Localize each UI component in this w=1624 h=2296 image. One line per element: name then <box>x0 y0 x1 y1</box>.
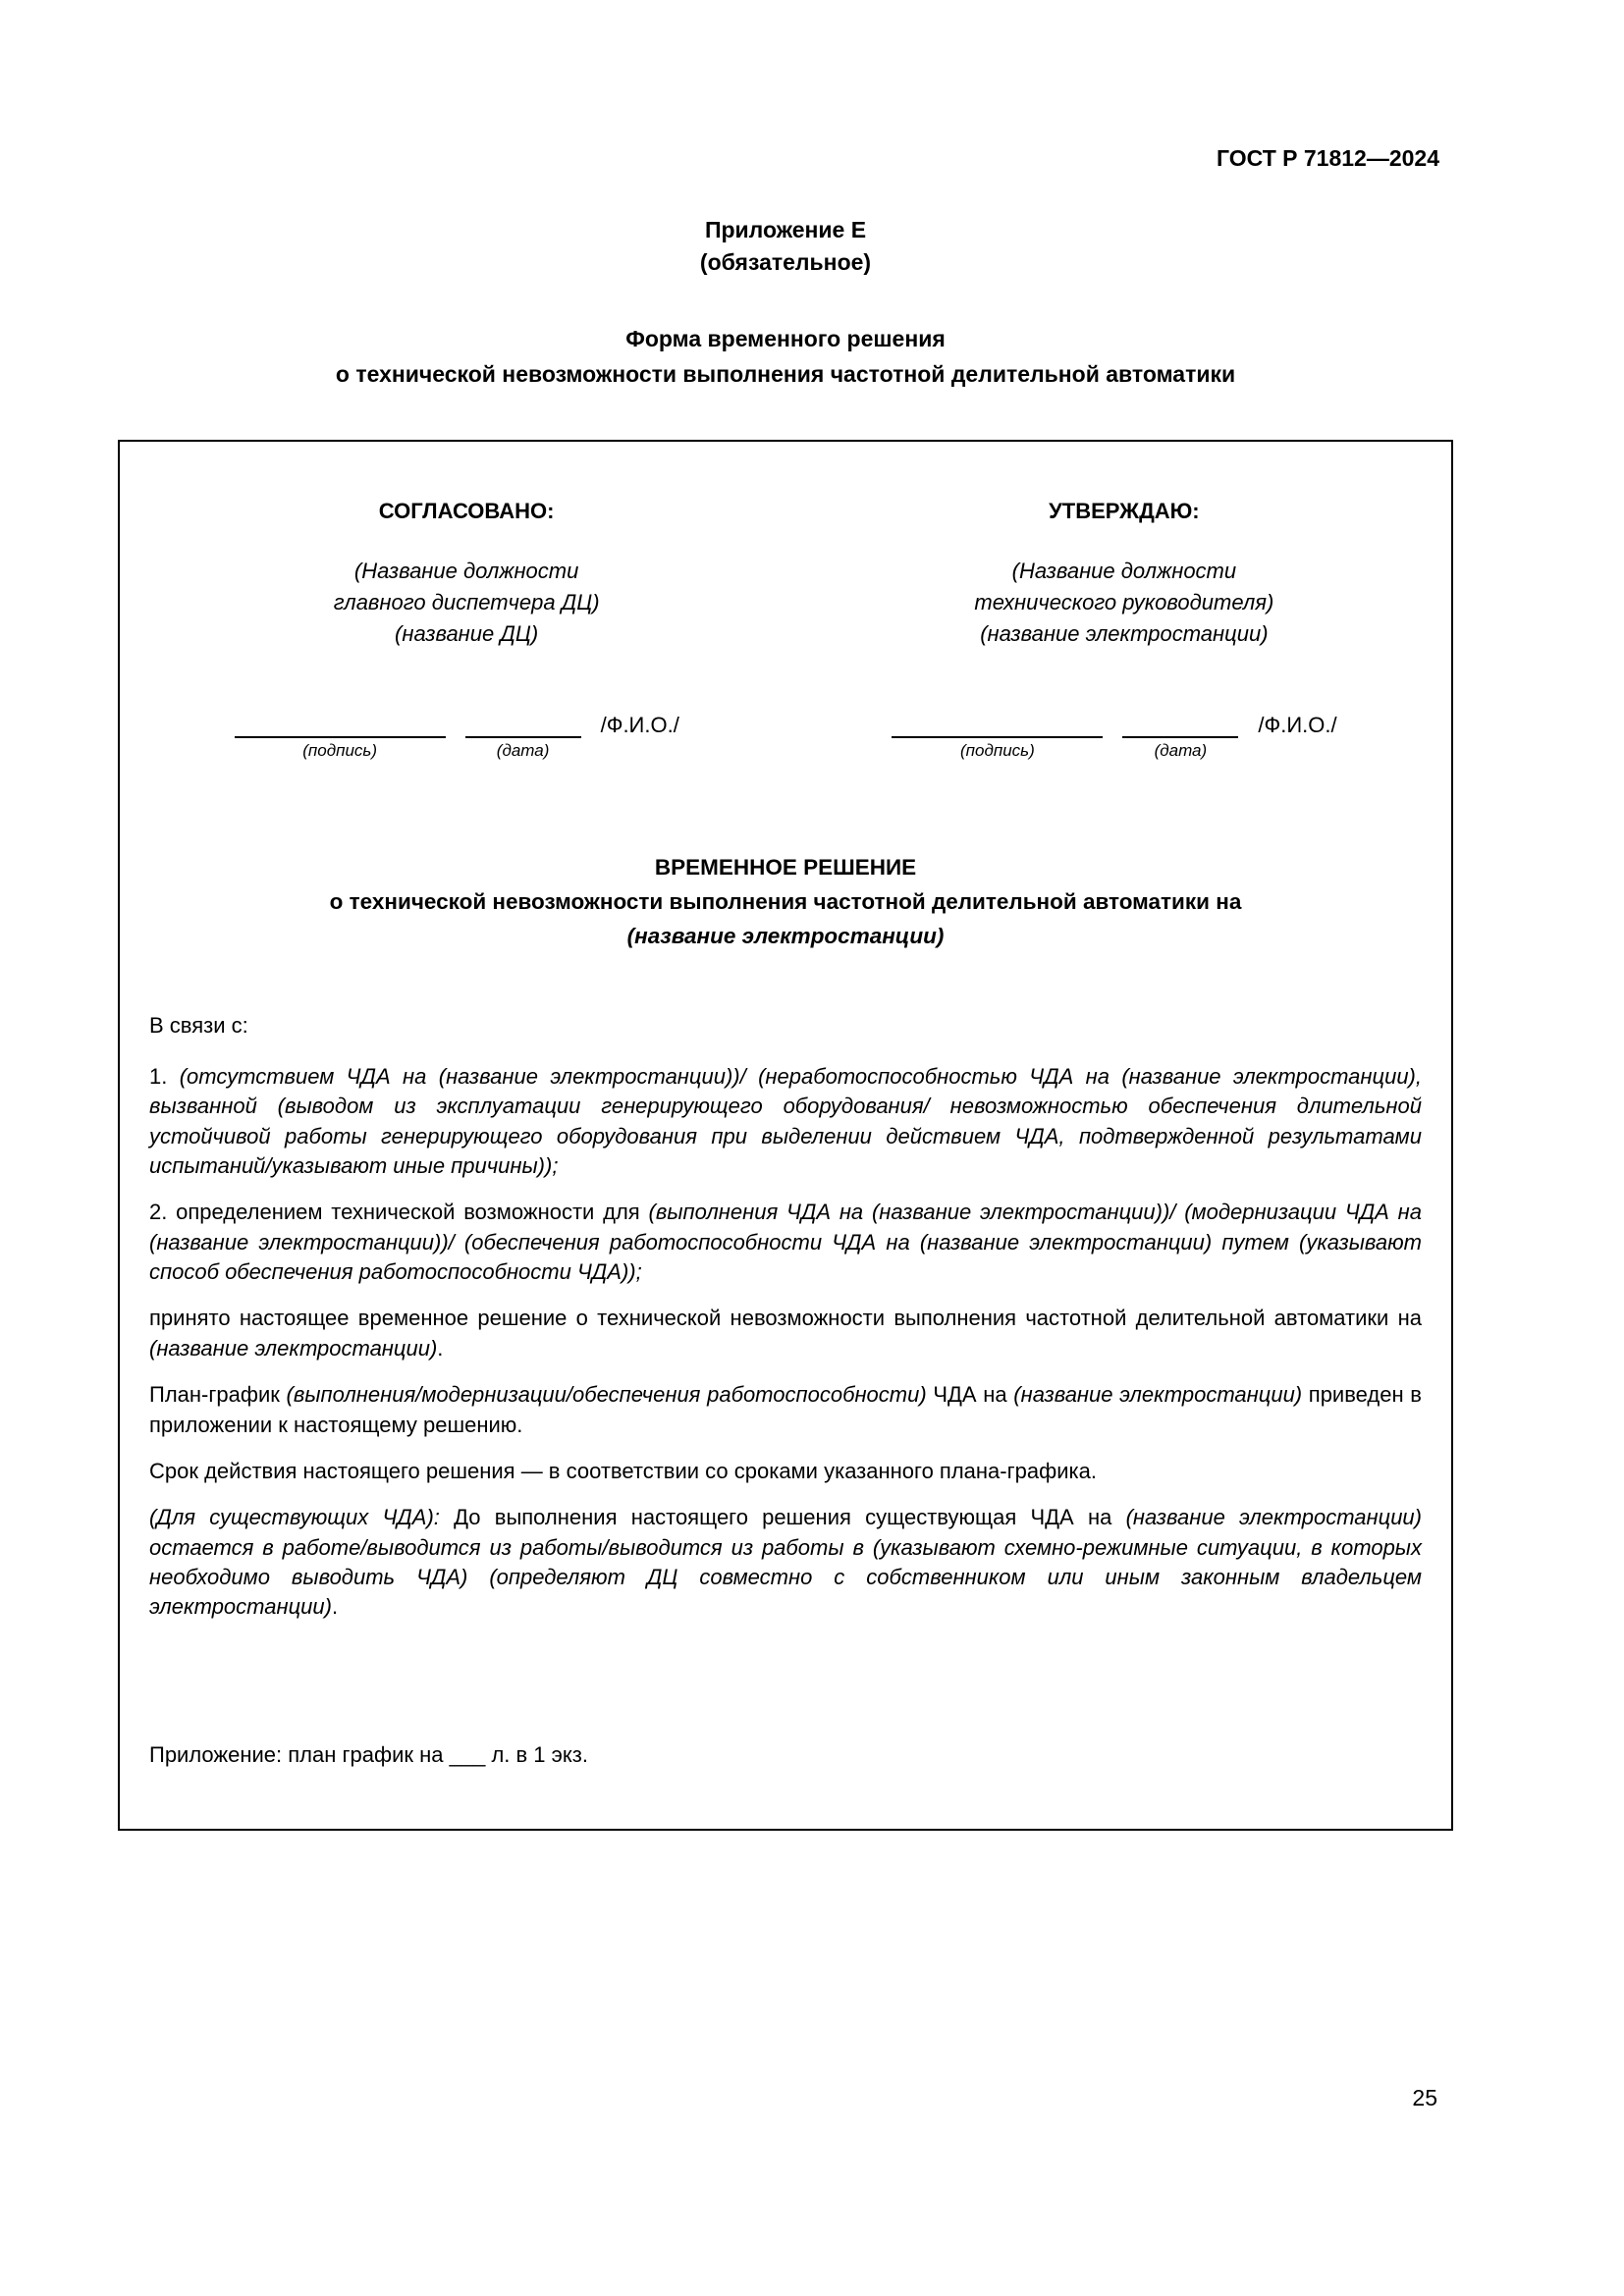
agreed-signature-area <box>208 711 725 761</box>
agreed-position-line1: (Название должности <box>353 559 579 584</box>
form-paragraph: Срок действия настоящего решения — в соответствии со сроками указанного плана-графика. <box>149 1458 1097 1483</box>
agreed-date-label: (дата) <box>496 740 550 760</box>
page-number: 25 <box>1412 2085 1437 2110</box>
approved-fio: /Ф.И.О./ <box>1258 712 1337 737</box>
form-title-line1: Форма временного решения <box>625 325 946 351</box>
decision-heading <box>149 851 1422 954</box>
agreed-fio: /Ф.И.О./ <box>600 712 679 737</box>
approved-date-line <box>1122 711 1238 738</box>
approved-position-line1: (Название должности <box>1011 559 1237 584</box>
approved-signature-area <box>866 711 1382 761</box>
form-paragraph: В связи с: <box>149 1012 248 1038</box>
approved-signature-row <box>866 711 1382 738</box>
form-box <box>118 440 1453 1831</box>
agreed-position-line2: главного диспетчера ДЦ) <box>333 590 600 615</box>
form-paragraph: План-график (выполнения/модернизации/обеспечения работоспособности) ЧДА на (название электростанции) приведен в приложении к настоящему решению. <box>149 1382 1422 1437</box>
form-title-line2: о технической невозможности выполнения частотной делительной автоматики <box>335 361 1236 388</box>
agreed-date-line <box>465 711 581 738</box>
agreed-heading: СОГЛАСОВАНО: <box>378 499 555 524</box>
approved-block <box>866 499 1382 761</box>
form-paragraph: 2. определением технической возможности для (выполнения ЧДА на (название электростанции))/ (модернизации ЧДА на (название электростанции))/ (обеспечения работоспособности ЧДА на (название электростанции) путем (указывают способ обеспечения работоспособности ЧДА)); <box>149 1200 1423 1285</box>
approved-date-label: (дата) <box>1154 740 1208 760</box>
form-paragraph: Приложение: план график на ___ л. в 1 экз. <box>149 1741 588 1767</box>
form-title <box>118 321 1453 394</box>
approved-position-line3: (название электростанции) <box>980 621 1269 647</box>
approved-position-line2: технического руководителя) <box>974 590 1274 615</box>
agreed-position <box>208 556 725 650</box>
standard-number: ГОСТ Р 71812—2024 <box>1217 145 1439 171</box>
appendix-title: Приложение Е <box>704 217 867 242</box>
decision-title: ВРЕМЕННОЕ РЕШЕНИЕ <box>654 854 917 880</box>
approved-heading: УТВЕРЖДАЮ: <box>1049 499 1200 524</box>
agreed-block <box>208 499 725 761</box>
agreed-signature-row <box>208 711 725 738</box>
appendix-heading <box>118 214 1453 280</box>
approved-position <box>866 556 1382 650</box>
form-paragraph: 1. (отсутствием ЧДА на (название электростанции))/ (неработоспособностью ЧДА на (название электростанции), вызванной (выводом из эксплуатации генерирующего оборудования/ невозможностью обеспечения длительной устойчивой работы генерирующего оборудования при выделении действием ЧДА, подтвержденной результатами испытаний/указывают иные причины)); <box>149 1063 1422 1179</box>
decision-subtitle: о технической невозможности выполнения частотной делительной автоматики на <box>329 888 1242 914</box>
agreed-signature-labels <box>208 741 725 761</box>
form-paragraph: принято настоящее временное решение о технической невозможности выполнения частотной делительной автоматики на (название электростанции). <box>149 1306 1422 1361</box>
agreed-signature-label: (подпись) <box>302 740 377 760</box>
approved-signature-labels <box>866 741 1382 761</box>
appendix-type: (обязательное) <box>699 249 872 276</box>
form-body <box>149 1011 1422 1770</box>
approved-signature-line <box>892 711 1103 738</box>
page-content <box>118 214 1453 1831</box>
approved-signature-label: (подпись) <box>959 740 1035 760</box>
decision-subtitle-plant: (название электростанции) <box>626 923 945 948</box>
agreed-signature-line <box>235 711 446 738</box>
agreed-position-line3: (название ДЦ) <box>395 621 539 647</box>
signoff-row <box>149 499 1422 761</box>
form-paragraph: (Для существующих ЧДА): До выполнения настоящего решения существующая ЧДА на (название электростанции) остается в работе/выводится из работы/выводится из работы в (указывают схемно-режимные ситуации, в которых необходимо выводить ЧДА) (определяют ДЦ совместно с собственником или иным законным владельцем электростанции). <box>149 1505 1422 1620</box>
